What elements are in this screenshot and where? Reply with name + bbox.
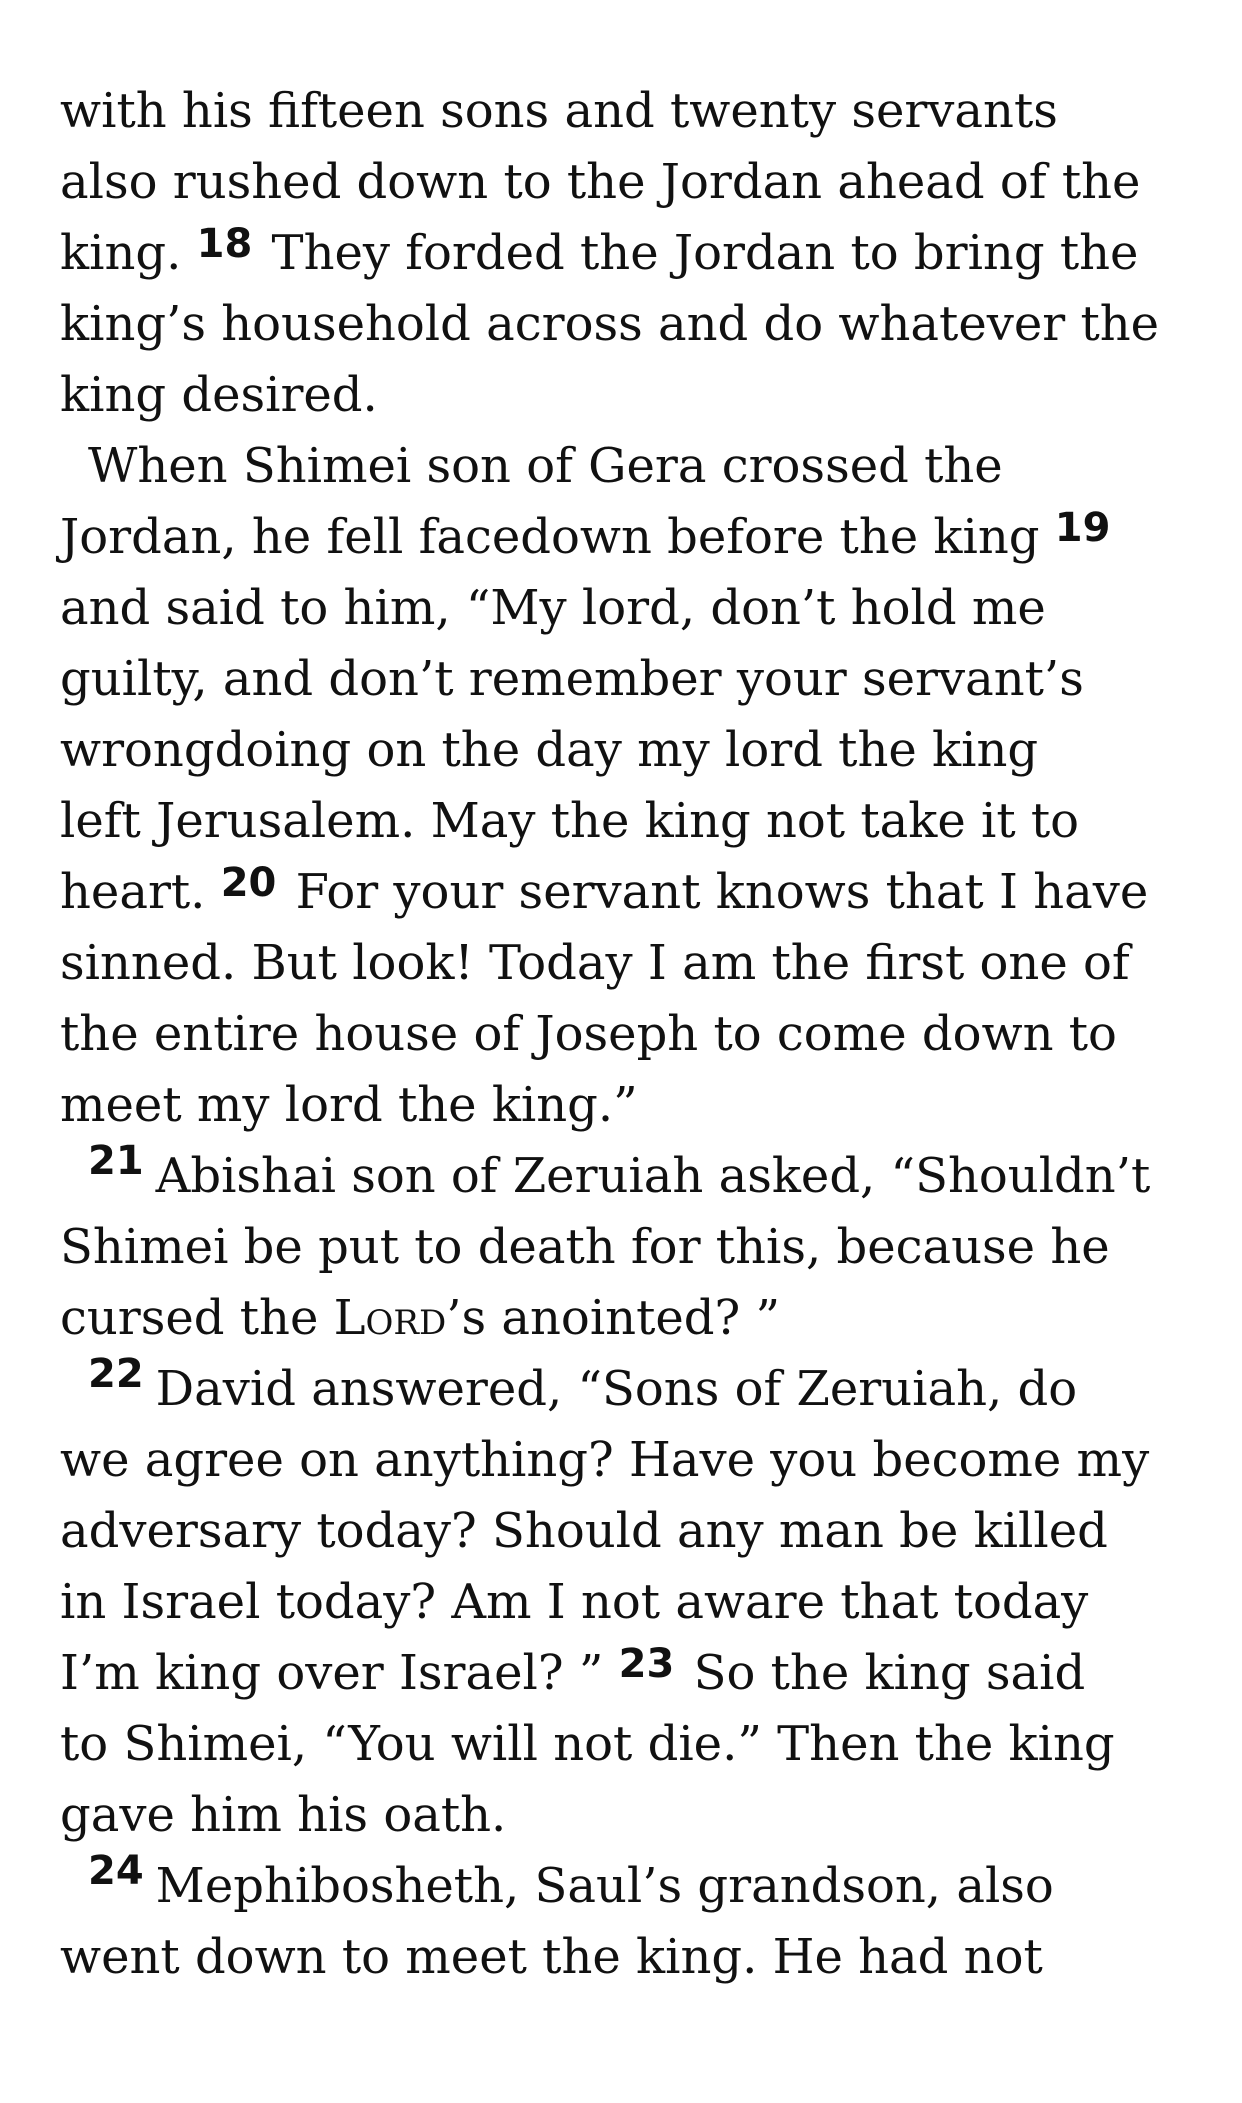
text: went down to meet the king. He had not bbox=[60, 1929, 1043, 1985]
verse-number-24: 24 bbox=[88, 1848, 144, 1894]
text-line bbox=[60, 1848, 1190, 1922]
scripture-passage bbox=[60, 76, 1190, 1993]
text: Shimei be put to death for this, because he bbox=[60, 1219, 1110, 1275]
text: wrongdoing on the day my lord the king bbox=[60, 722, 1039, 778]
verse-number-18: 18 bbox=[196, 221, 253, 267]
text: They forded the Jordan to bring the bbox=[271, 225, 1139, 281]
text: For your servant knows that I have bbox=[295, 864, 1149, 920]
text-line bbox=[60, 431, 1190, 502]
verse-number-23: 23 bbox=[618, 1641, 675, 1687]
text-line bbox=[60, 502, 1190, 573]
text: When Shimei son of Gera crossed the bbox=[88, 438, 1003, 494]
text-line bbox=[60, 1780, 1190, 1851]
text: I’m king over Israel? ” bbox=[60, 1645, 604, 1701]
text: the entire house of Joseph to come down to bbox=[60, 1006, 1117, 1062]
text-line bbox=[60, 786, 1190, 857]
text: gave him his oath. bbox=[60, 1787, 507, 1843]
verse-number-20: 20 bbox=[220, 860, 277, 906]
text: guilty, and don’t remember your servant’s bbox=[60, 651, 1084, 707]
text: David answered, “Sons of Zeruiah, do bbox=[155, 1361, 1078, 1417]
text: also rushed down to the Jordan ahead of the bbox=[60, 154, 1141, 210]
text: ’s anointed? ” bbox=[446, 1290, 781, 1346]
text-line bbox=[60, 76, 1190, 147]
text: we agree on anything? Have you become my bbox=[60, 1432, 1150, 1488]
text: in Israel today? Am I not aware that today bbox=[60, 1574, 1089, 1630]
text: Mephibosheth, Saul’s grandson, also bbox=[155, 1858, 1054, 1914]
text-line bbox=[60, 928, 1190, 999]
text-line bbox=[60, 1709, 1190, 1780]
text-line bbox=[60, 1283, 1190, 1354]
text-line bbox=[60, 218, 1190, 289]
text-line bbox=[60, 1922, 1190, 1993]
text-line bbox=[60, 360, 1190, 431]
text: king’s household across and do whatever the bbox=[60, 296, 1160, 352]
divine-name-lord: Lord bbox=[333, 1290, 447, 1346]
text-line bbox=[60, 1070, 1190, 1141]
verse-number-22: 22 bbox=[88, 1351, 144, 1397]
text-line bbox=[60, 999, 1190, 1070]
text: sinned. But look! Today I am the first one of bbox=[60, 935, 1130, 991]
verse-number-21: 21 bbox=[88, 1138, 144, 1184]
text: Jordan, he fell facedown before the king bbox=[60, 509, 1040, 565]
text: So the king said bbox=[693, 1645, 1086, 1701]
verse-number-19: 19 bbox=[1054, 505, 1111, 551]
text-line bbox=[60, 147, 1190, 218]
text-line bbox=[60, 715, 1190, 786]
text-line bbox=[60, 573, 1190, 644]
text-line bbox=[60, 1567, 1190, 1638]
text-line bbox=[60, 289, 1190, 360]
text-line bbox=[60, 1138, 1190, 1212]
text: with his fifteen sons and twenty servants bbox=[60, 83, 1058, 139]
text-line bbox=[60, 857, 1190, 928]
text-line bbox=[60, 1351, 1190, 1425]
text-line bbox=[60, 1212, 1190, 1283]
text: king desired. bbox=[60, 367, 378, 423]
text: king. bbox=[60, 225, 182, 281]
text: left Jerusalem. May the king not take it to bbox=[60, 793, 1080, 849]
text: meet my lord the king.” bbox=[60, 1077, 638, 1133]
text: adversary today? Should any man be killed bbox=[60, 1503, 1108, 1559]
text: and said to him, “My lord, don’t hold me bbox=[60, 580, 1046, 636]
text-line bbox=[60, 1425, 1190, 1496]
text-line bbox=[60, 1638, 1190, 1709]
text: heart. bbox=[60, 864, 206, 920]
text: cursed the bbox=[60, 1290, 334, 1346]
text: Abishai son of Zeruiah asked, “Shouldn’t bbox=[155, 1148, 1151, 1204]
text-line bbox=[60, 644, 1190, 715]
text-line bbox=[60, 1496, 1190, 1567]
text: to Shimei, “You will not die.” Then the king bbox=[60, 1716, 1115, 1772]
